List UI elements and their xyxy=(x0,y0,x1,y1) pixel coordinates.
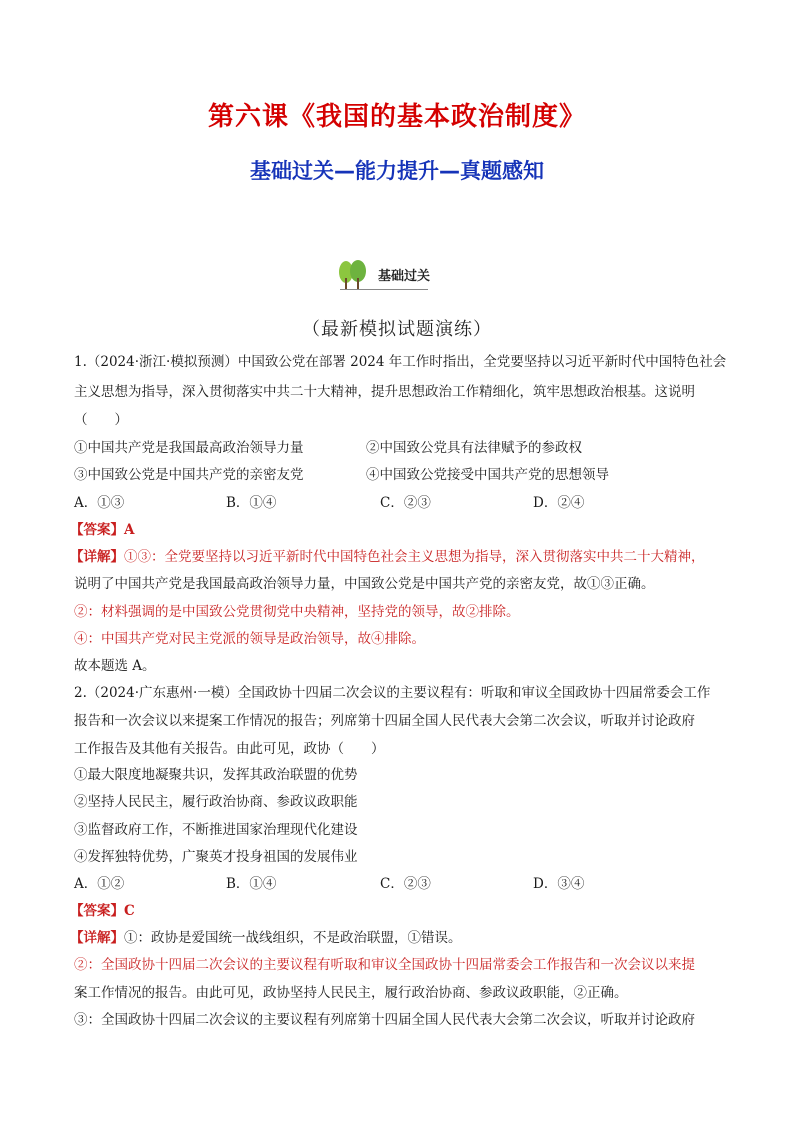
q1-detail-line: 【详解】①③：全党要坚持以习近平新时代中国特色社会主义思想为指导，深入贯彻落实中共二十大精神， xyxy=(70,549,705,565)
page-subtitle: 基础过关—能力提升—真题感知 xyxy=(250,159,544,183)
section-badge-label: 基础过关 xyxy=(378,269,431,284)
q1-detail-line: 说明了中国共产党是我国最高政治领导力量，中国致公党是中国共产党的亲密友党，故①③正确。 xyxy=(74,576,655,592)
q1-option-d: D．②④ xyxy=(533,495,585,511)
q2-statement: ④发挥独特优势，广聚英才投身祖国的发展伟业 xyxy=(74,849,358,865)
q1-answer xyxy=(70,518,720,538)
q2-detail-line: ②：全国政协十四届二次会议的主要议程有听取和审议全国政协十四届常委会工作报告和一次会议以来提 xyxy=(74,957,695,973)
q1-stem-line: （ ） xyxy=(74,412,128,428)
q1-statement: ③中国致公党是中国共产党的亲密友党 xyxy=(74,467,304,483)
q2-detail-line: 案工作情况的报告。由此可见，政协坚持人民民主，履行政治协商、参政议政职能，②正确。 xyxy=(74,985,628,1001)
q2-stem-line: 工作报告及其他有关报告。由此可见，政协（ ） xyxy=(74,741,385,757)
q2-detail-line: 【详解】①：政协是爱国统一战线组织，不是政治联盟，①错误。 xyxy=(70,930,462,946)
answer-value: C xyxy=(124,903,135,919)
q2-option-b: B．①④ xyxy=(226,876,277,892)
tree-icon xyxy=(334,260,376,290)
detail-tag: 【详解】 xyxy=(70,930,124,946)
q1-statement: ②中国致公党具有法律赋予的参政权 xyxy=(366,440,582,456)
q2-option-a: A．①② xyxy=(74,876,125,892)
section-heading: （最新模拟试题演练） xyxy=(302,319,492,340)
q1-statement: ①中国共产党是我国最高政治领导力量 xyxy=(74,440,304,456)
q1-detail-line: ②：材料强调的是中国致公党贯彻党中央精神，坚持党的领导，故②排除。 xyxy=(74,604,520,620)
q2-answer xyxy=(70,899,720,919)
q2-statement: ③监督政府工作，不断推进国家治理现代化建设 xyxy=(74,822,358,838)
section-divider xyxy=(340,289,428,290)
page-title: 第六课《我国的基本政治制度》 xyxy=(207,102,586,132)
answer-tag: 【答案】 xyxy=(70,522,124,538)
answer-tag: 【答案】 xyxy=(70,903,124,919)
q1-stem-line: 1.（2024·浙江·模拟预测）中国致公党在部署 2024 年工作时指出，全党要坚持以习近平新时代中国特色社会 xyxy=(74,354,727,370)
q2-stem-line: 2.（2024·广东惠州·一模）全国政协十四届二次会议的主要议程有：听取和审议全国政协十四届常委会工作 xyxy=(74,685,711,701)
q2-detail-line: ③：全国政协十四届二次会议的主要议程有列席第十四届全国人民代表大会第二次会议，听取并讨论政府 xyxy=(74,1012,695,1028)
q1-detail-line: ④：中国共产党对民主党派的领导是政治领导，故④排除。 xyxy=(74,631,425,647)
answer-value: A xyxy=(124,522,135,538)
q1-option-c: C．②③ xyxy=(380,495,431,511)
q1-option-a: A．①③ xyxy=(74,495,125,511)
q2-option-c: C．②③ xyxy=(380,876,431,892)
q2-statement: ②坚持人民民主，履行政治协商、参政议政职能 xyxy=(74,794,358,810)
detail-tag: 【详解】 xyxy=(70,549,124,565)
q1-stem-line: 主义思想为指导，深入贯彻落实中共二十大精神，提升思想政治工作精细化，筑牢思想政治根基。这说明 xyxy=(74,384,695,400)
q2-stem-line: 报告和一次会议以来提案工作情况的报告；列席第十四届全国人民代表大会第二次会议，听取并讨论政府 xyxy=(74,713,695,729)
q1-conclusion: 故本题选 A。 xyxy=(74,658,156,674)
section-badge xyxy=(334,260,430,292)
q1-statement: ④中国致公党接受中国共产党的思想领导 xyxy=(366,467,609,483)
q2-statement: ①最大限度地凝聚共识，发挥其政治联盟的优势 xyxy=(74,767,358,783)
q2-option-d: D．③④ xyxy=(533,876,585,892)
q1-option-b: B．①④ xyxy=(226,495,277,511)
